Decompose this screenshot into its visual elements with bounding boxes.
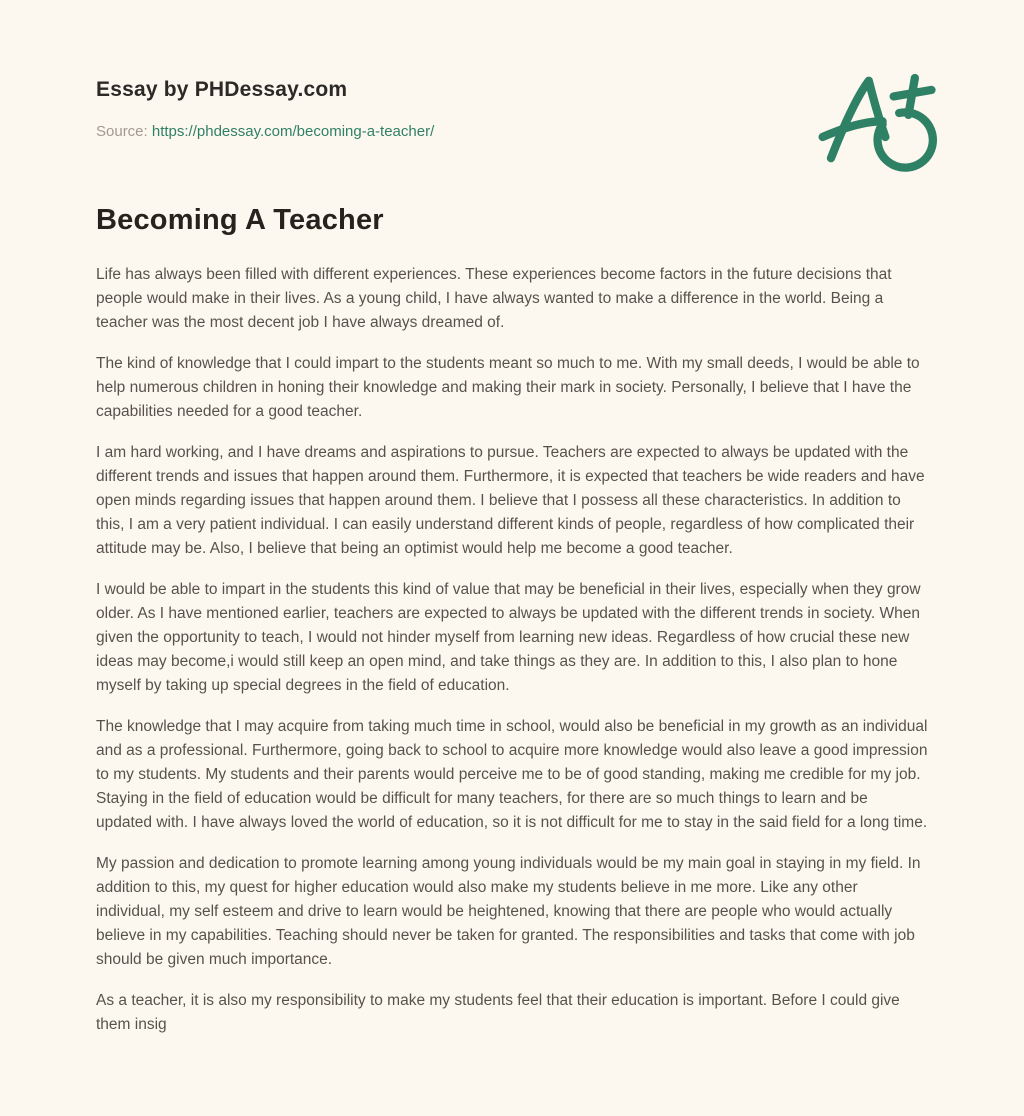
essay-paragraph: I would be able to impart in the students this kind of value that may be beneficial in their lives, especially when they grow older. As I have mentioned earlier, teachers are expected to always be updated with the different trends in society. When given the opportunity to teach, I would not hinder myself from learning new ideas. Regardless of how crucial these new ideas may become,i would still keep an open mind, and take things as they are. In addition to this, I also plan to hone myself by taking up special degrees in the field of education. [96,581,921,694]
source-label: Source: [96,123,148,140]
essay-byline: Essay by PHDessay.com [96,78,348,101]
essay-paragraph: My passion and dedication to promote learning among young individuals would be my main goal in staying in my field. In addition to this, my quest for higher education would also make my students believe in me more. Like any other individual, my self esteem and drive to learn would be heightened, knowing that there are people who would actually believe in my capabilities. Teaching should never be taken for granted. The responsibilities and tasks that come with job should be given much importance. [96,855,921,968]
source-line [96,123,928,140]
page-title: Becoming A Teacher [96,204,384,236]
essay-paragraph: As a teacher, it is also my responsibility to make my students feel that their education is important. Before I could give them insig [96,992,900,1033]
essay-paragraph: The knowledge that I may acquire from taking much time in school, would also be beneficial in my growth as an individual and as a professional. Furthermore, going back to school to acquire more knowledge would also leave a good impression to my students. My students and their parents would perceive me to be of good standing, making me credible for my job. Staying in the field of education would be difficult for many teachers, for there are so much things to learn and be updated with. I have always loved the world of education, so it is not difficult for me to stay in the said field for a long time. [96,718,928,831]
essay-body [96,263,928,1037]
source-link[interactable]: https://phdessay.com/becoming-a-teacher/ [151,123,435,140]
a-plus-logo-icon [818,66,938,172]
essay-paragraph: I am hard working, and I have dreams and aspirations to pursue. Teachers are expected to always be updated with the different trends and issues that happen around them. Furthermore, it is expected that teachers be wide readers and have open minds regarding issues that happen around them. I believe that I possess all these characteristics. In addition to this, I am a very patient individual. I can easily understand different kinds of people, regardless of how complicated their attitude may be. Also, I believe that being an optimist would help me become a good teacher. [96,444,925,557]
essay-paragraph: Life has always been filled with different experiences. These experiences become factors in the future decisions that people would make in their lives. As a young child, I have always wanted to make a difference in the world. Being a teacher was the most decent job I have always dreamed of. [96,266,892,331]
phdessay-logo [818,66,938,172]
essay-paragraph: The kind of knowledge that I could impart to the students meant so much to me. With my small deeds, I would be able to help numerous children in honing their knowledge and making their mark in society. Personally, I believe that I have the capabilities needed for a good teacher. [96,355,920,420]
